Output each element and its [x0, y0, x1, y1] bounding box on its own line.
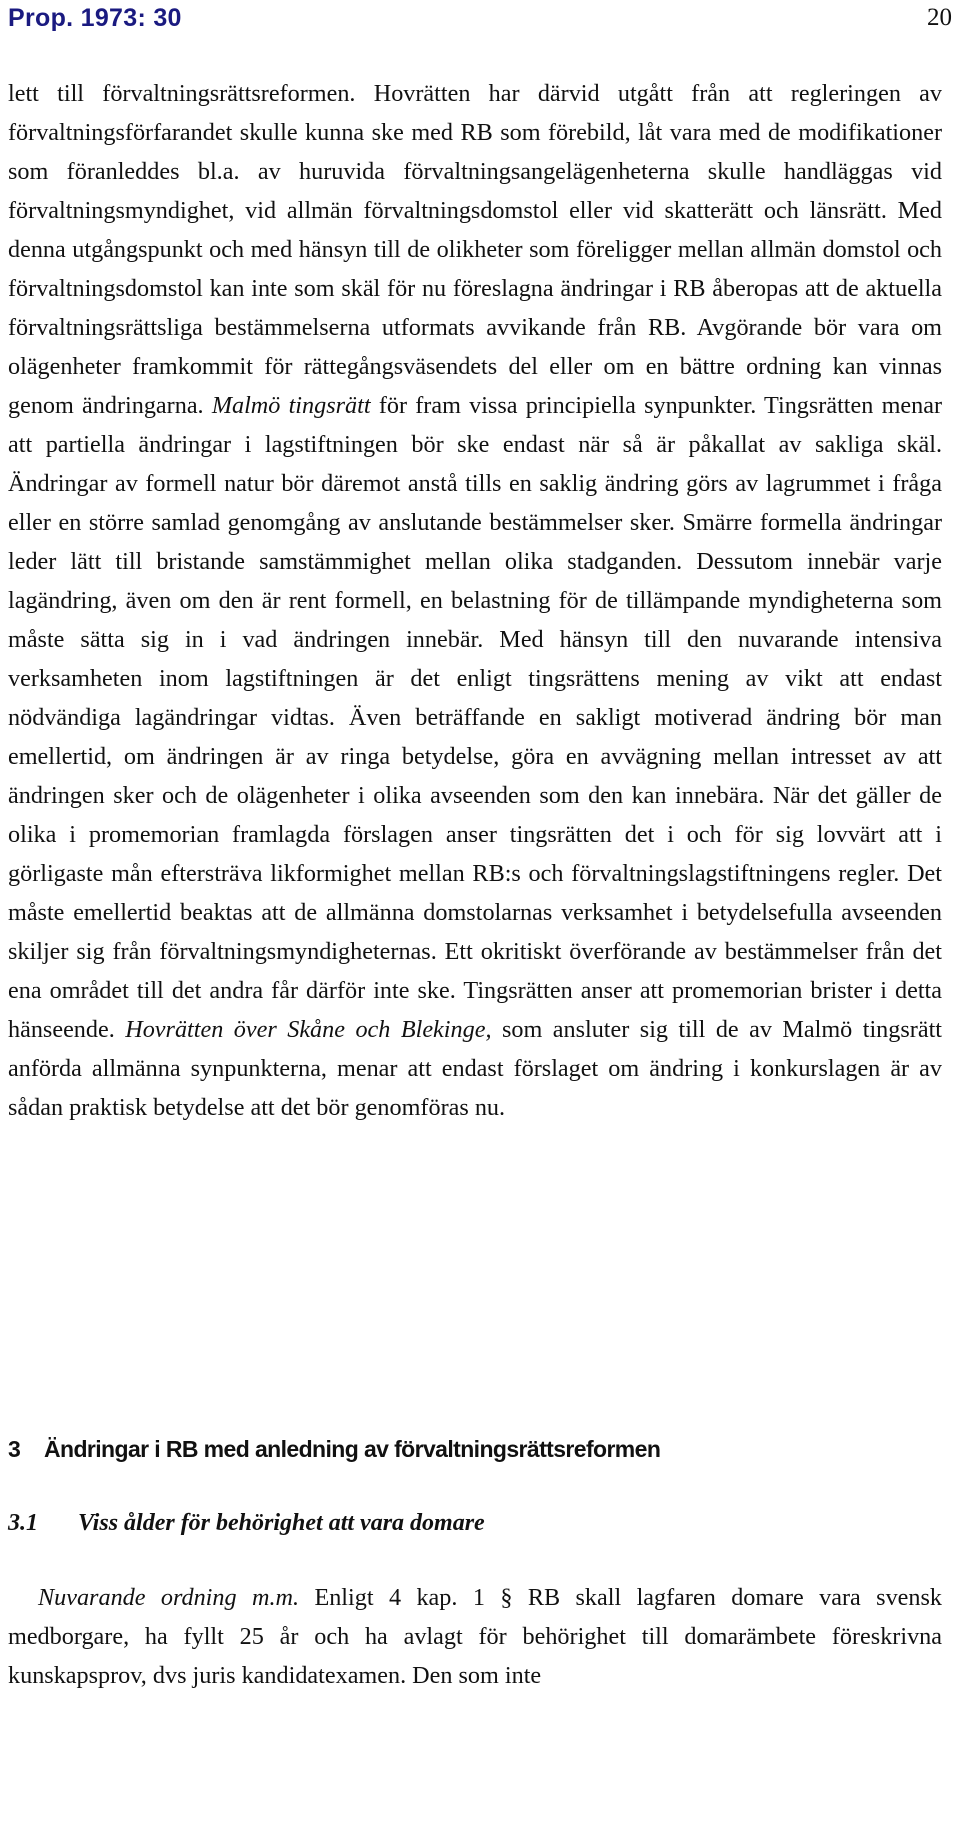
- lead-italic: Nuvarande ordning m.m.: [38, 1584, 300, 1611]
- section-paragraph: [8, 1578, 942, 1695]
- section-title: Viss ålder för behörighet att vara domare: [78, 1510, 485, 1536]
- section-number: 3.1: [8, 1510, 38, 1536]
- body-paragraph: [8, 74, 942, 1127]
- page-header: [8, 4, 952, 44]
- body-text-segment: som ansluter sig till de av Malmö tingsrätt anförda allmänna synpunkterna, menar att endast förslaget om ändring i konkurslagen är av sådan praktisk betydelse att det bör genomföras nu.: [8, 1016, 943, 1121]
- court-name-italic: Malmö tingsrätt: [211, 392, 371, 419]
- section-paragraph-text: Enligt 4 kap. 1 § RB skall lagfaren domare vara svensk medborgare, ha fyllt 25 år och ha avlagt för behörighet till domarämbete föreskrivna kunskapsprov, dvs juris kandidatexamen. Den som inte: [8, 1584, 942, 1689]
- proposition-reference: Prop. 1973: 30: [8, 4, 182, 32]
- chapter-title: Ändringar i RB med anledning av förvaltningsrättsreformen: [44, 1436, 661, 1462]
- section-heading: [8, 1510, 942, 1537]
- chapter-heading: [8, 1436, 942, 1463]
- chapter-number: 3: [8, 1436, 21, 1462]
- page-number: 20: [927, 4, 952, 31]
- court-name-italic: Hovrätten över Skåne och Blekinge,: [125, 1016, 492, 1043]
- body-text-segment: lett till förvaltningsrättsreformen. Hovrätten har därvid utgått från att regleringen av förvaltningsförfarandet skulle kunna ske med RB som förebild, låt vara med de modifikationer som föranleddes bl.a. av huruvida förvaltningsangelägenheterna skulle handläggas vid förvaltningsmyndighet, vid allmän förvaltningsdomstol eller vid skatterätt och länsrätt. Med denna utgångspunkt och med hänsyn till de olikheter som föreligger mellan allmän domstol och förvaltningsdomstol kan inte som skäl för nu föreslagna ändringar i RB åberopas att de aktuella förvaltningsrättsliga bestämmelserna utformats avvikande från RB. Avgörande bör vara om olägenheter framkommit för rättegångsväsendets del eller om en bättre ordning kan vinnas genom ändringarna.: [8, 80, 942, 419]
- body-text-segment: för fram vissa principiella synpunkter. Tingsrätten menar att partiella ändringar i lagstiftningen bör ske endast när så är påkallat av sakliga skäl. Ändringar av formell natur bör däremot anstå tills en saklig ändring görs av lagrummet i fråga eller en större samlad genomgång av anslutande bestämmelser sker. Smärre formella ändringar leder lätt till bristande samstämmighet mellan olika stadganden. Dessutom innebär varje lagändring, även om den är rent formell, en belastning för de tillämpande myndigheterna som måste sätta sig in i vad ändringen innebär. Med hänsyn till den nuvarande intensiva verksamheten inom lagstiftningen är det enligt tingsrättens mening av vikt att endast nödvändiga lagändringar vidtas. Även beträffande en sakligt motiverad ändring bör man emellertid, om ändringen är av ringa betydelse, göra en avvägning mellan intresset av att ändringen sker och de olägenheter i olika avseenden som den kan innebära. När det gäller de olika i promemorian framlagda förslagen anser tingsrätten det i och för sig lovvärt att i görligaste mån eftersträva likformighet mellan RB:s och förvaltningslagstiftningens regler. Det måste emellertid beaktas att de allmänna domstolarnas verksamhet i betydelsefulla avseenden skiljer sig från förvaltningsmyndigheternas. Ett okritiskt överförande av bestämmelser från det ena området till det andra får därför inte ske. Tingsrätten anser att promemorian brister i detta hänseende.: [8, 392, 943, 1043]
